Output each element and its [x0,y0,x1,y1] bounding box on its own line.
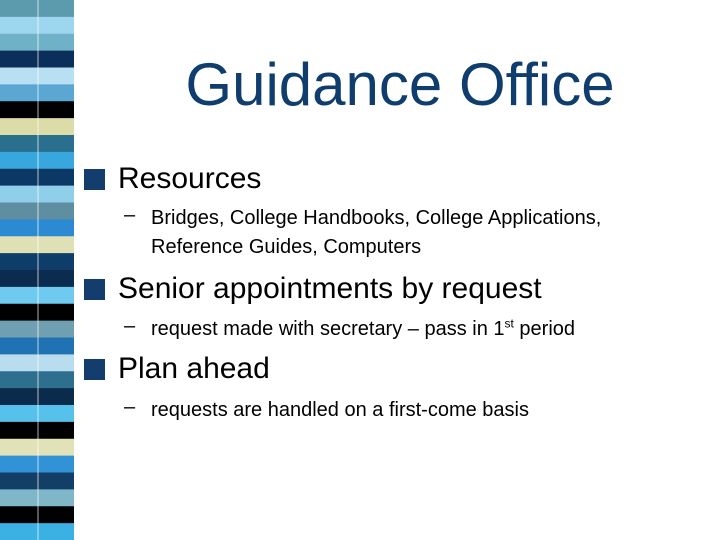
sub-bullet-line [151,315,575,344]
bullet-resources [84,162,261,196]
bullet-plan-ahead [84,352,270,386]
sub-bullet-prefix: request made with secretary – pass in 1 [151,318,505,340]
sub-bullet-suffix: period [513,318,576,340]
dash: – [124,315,136,337]
slide-title: Guidance Office [185,51,615,118]
bullet-senior-appointments [84,272,542,306]
sub-bullet-line-2: Reference Guides, Computers [151,236,422,258]
dash: – [124,396,136,418]
bullet-text: Senior appointments by request [118,272,542,305]
square-bullet-icon [84,279,105,300]
bullet-text: Resources [118,162,262,195]
square-bullet-icon [84,359,105,380]
dash: – [124,204,136,226]
sub-bullet-line: requests are handled on a first-come basis [151,399,529,421]
bullet-text: Plan ahead [118,352,270,385]
sub-bullet-line-1: Bridges, College Handbooks, College Applications, [151,207,602,229]
square-bullet-icon [84,169,105,190]
ordinal-suffix: st [504,316,514,331]
stripe-divider [37,0,39,540]
decorative-stripe [0,0,74,540]
